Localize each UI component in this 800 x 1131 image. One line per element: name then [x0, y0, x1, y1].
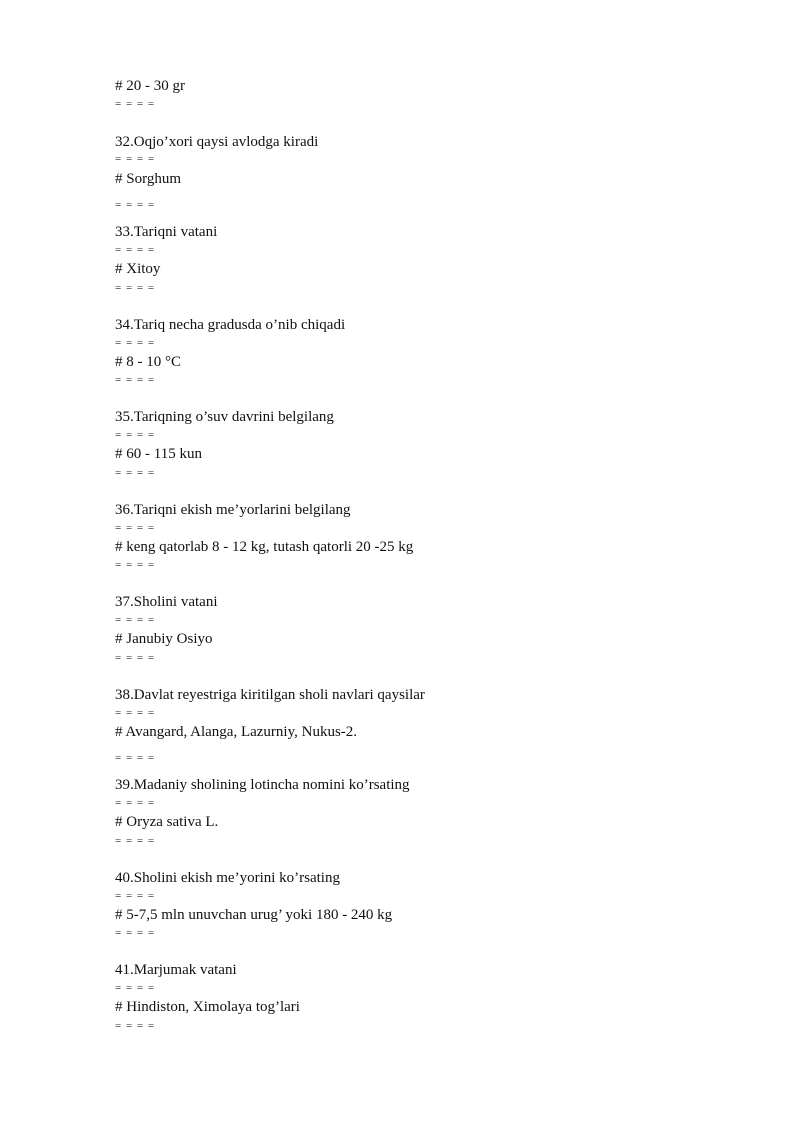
separator: = = = =	[115, 652, 156, 664]
question-40: 40.Sholini ekish me’yorini ko’rsating	[115, 870, 340, 886]
separator: = = = =	[115, 1020, 156, 1032]
separator: = = = =	[115, 982, 156, 994]
question-35: 35.Tariqning o’suv davrini belgilang	[115, 409, 334, 425]
separator: = = = =	[115, 199, 156, 211]
separator: = = = =	[115, 153, 156, 165]
answer-37: # Janubiy Osiyo	[115, 631, 213, 647]
separator: = = = =	[115, 98, 156, 110]
question-36: 36.Tariqni ekish me’yorlarini belgilang	[115, 502, 351, 518]
separator: = = = =	[115, 244, 156, 256]
answer-39: # Oryza sativa L.	[115, 814, 219, 830]
question-41: 41.Marjumak vatani	[115, 962, 237, 978]
answer-38: # Avangard, Alanga, Lazurniy, Nukus-2.	[115, 724, 358, 740]
separator: = = = =	[115, 374, 156, 386]
question-37: 37.Sholini vatani	[115, 594, 218, 610]
separator: = = = =	[115, 559, 156, 571]
separator: = = = =	[115, 282, 156, 294]
separator: = = = =	[115, 337, 156, 349]
answer-36: # keng qatorlab 8 - 12 kg, tutash qatorli 20 -25 kg	[115, 539, 414, 555]
intro-answer: # 20 - 30 gr	[115, 78, 185, 94]
answer-33: # Xitoy	[115, 261, 161, 277]
separator: = = = =	[115, 467, 156, 479]
question-33: 33.Tariqni vatani	[115, 224, 218, 240]
separator: = = = =	[115, 752, 156, 764]
answer-32: # Sorghum	[115, 171, 181, 187]
question-32: 32.Oqjo’xori qaysi avlodga kiradi	[115, 134, 319, 150]
separator: = = = =	[115, 522, 156, 534]
separator: = = = =	[115, 927, 156, 939]
separator: = = = =	[115, 707, 156, 719]
question-39: 39.Madaniy sholining lotincha nomini ko’rsating	[115, 777, 410, 793]
separator: = = = =	[115, 890, 156, 902]
question-38: 38.Davlat reyestriga kiritilgan sholi navlari qaysilar	[115, 687, 425, 703]
separator: = = = =	[115, 614, 156, 626]
answer-41: # Hindiston, Ximolaya tog’lari	[115, 999, 300, 1015]
answer-35: # 60 - 115 kun	[115, 446, 202, 462]
answer-34: # 8 - 10 °C	[115, 354, 181, 370]
separator: = = = =	[115, 429, 156, 441]
separator: = = = =	[115, 835, 156, 847]
separator: = = = =	[115, 797, 156, 809]
answer-40: # 5-7,5 mln unuvchan urug’ yoki 180 - 240 kg	[115, 907, 393, 923]
question-34: 34.Tariq necha gradusda o’nib chiqadi	[115, 317, 346, 333]
